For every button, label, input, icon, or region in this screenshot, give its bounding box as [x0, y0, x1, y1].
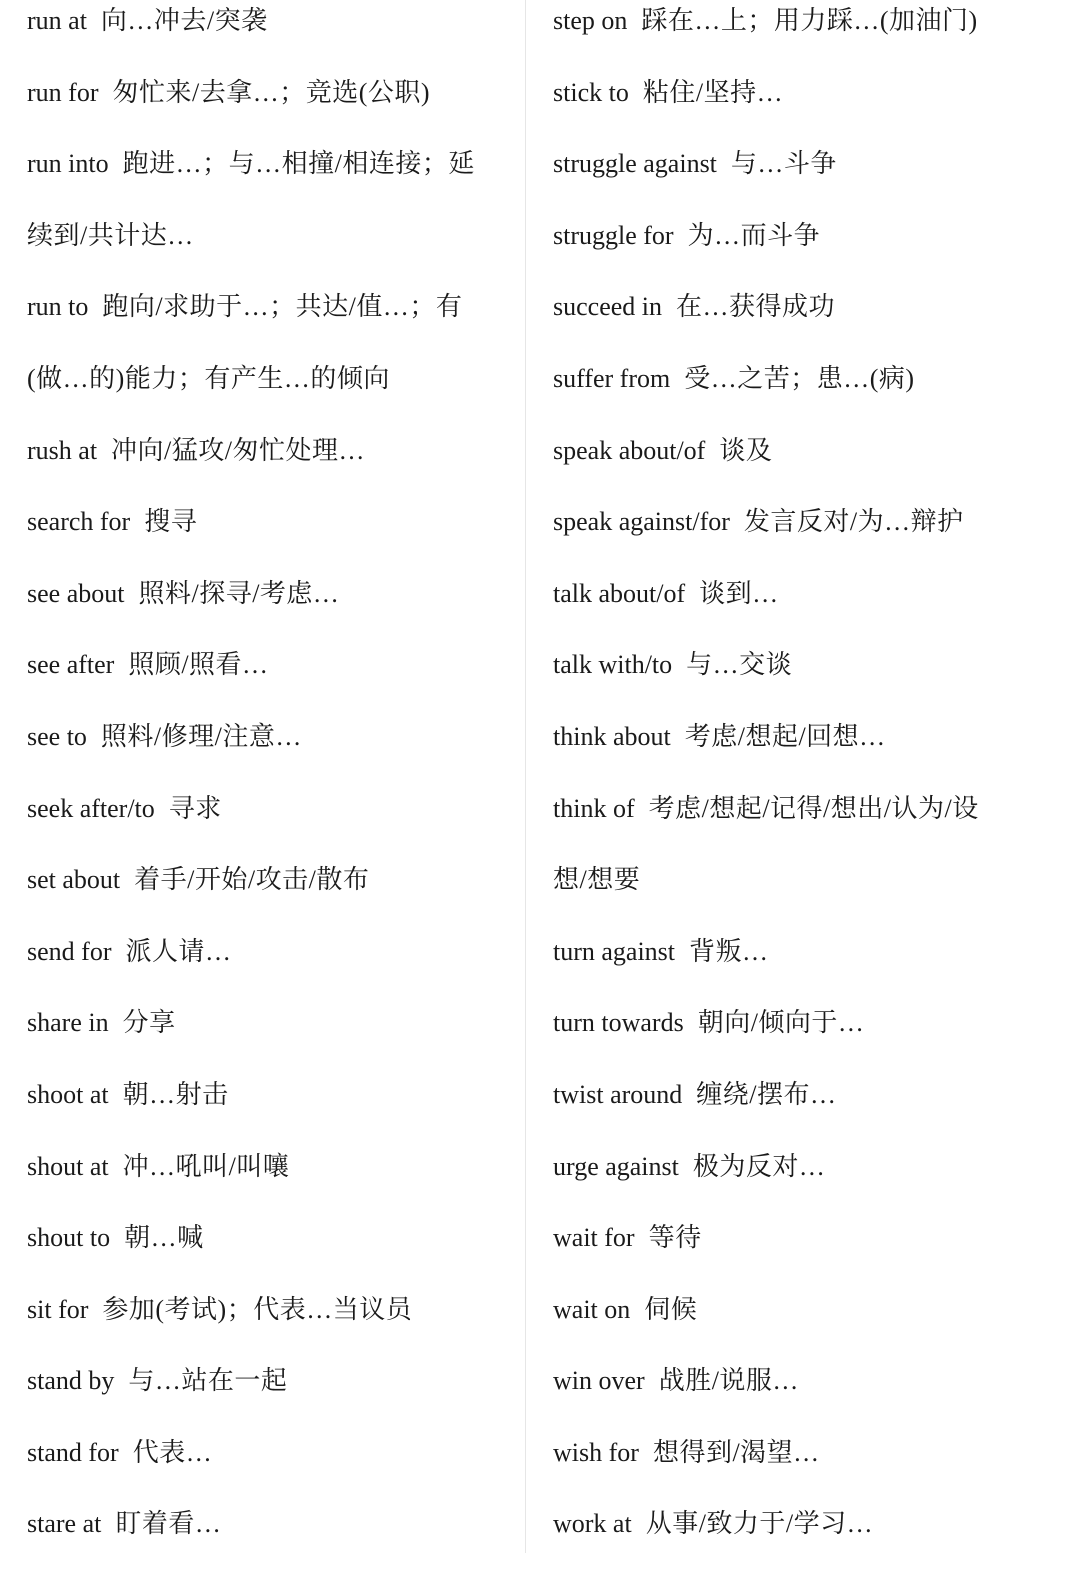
- phrase-english: see about: [27, 578, 125, 608]
- phrase-chinese: 考虑/想起/记得/想出/认为/设: [648, 793, 979, 823]
- phrase-english: see to: [27, 721, 87, 751]
- phrase-entry: [553, 1360, 1043, 1432]
- phrase-chinese: 朝向/倾向于…: [697, 1008, 865, 1038]
- phrase-chinese: 受…之苦；患…(病): [684, 363, 915, 393]
- phrase-chinese: 考虑/想起/回想…: [684, 721, 886, 751]
- phrase-entry: [553, 358, 1043, 430]
- phrase-entry: [553, 1217, 1043, 1289]
- phrase-entry: [553, 1002, 1043, 1074]
- phrase-english: wait for: [553, 1223, 635, 1253]
- phrase-chinese: 战胜/说服…: [658, 1366, 799, 1396]
- phrase-entry: [27, 644, 507, 716]
- phrase-entry: [553, 0, 1043, 72]
- phrase-english: send for: [27, 936, 112, 966]
- phrase-chinese: 等待: [648, 1223, 702, 1253]
- phrase-chinese: 缠绕/摆布…: [696, 1079, 837, 1109]
- phrase-chinese: 照料/探寻/考虑…: [138, 578, 340, 608]
- phrase-english: twist around: [553, 1079, 683, 1109]
- phrase-chinese: 伺候: [644, 1294, 698, 1324]
- phrase-entry: [553, 644, 1043, 716]
- phrase-entry: [553, 143, 1043, 215]
- phrase-entry: [553, 1289, 1043, 1361]
- phrase-english: turn against: [553, 936, 676, 966]
- left-column: [27, 0, 507, 1575]
- phrase-chinese: 与…交谈: [686, 650, 793, 680]
- phrase-chinese: 照顾/照看…: [128, 650, 269, 680]
- phrase-chinese: 为…而斗争: [687, 220, 821, 250]
- phrase-chinese: (做…的)能力；有产生…的倾向: [27, 363, 390, 393]
- phrase-chinese: 匆忙来/去拿…；竞选(公职): [112, 77, 431, 107]
- phrase-entry: [553, 1432, 1043, 1504]
- phrase-english: stare at: [27, 1509, 102, 1539]
- phrase-chinese: 跑进…；与…相撞/相连接；延: [122, 149, 475, 179]
- phrase-continuation: [27, 358, 507, 430]
- phrase-english: shout at: [27, 1151, 109, 1181]
- phrase-entry: [553, 1146, 1043, 1218]
- phrase-entry: [553, 215, 1043, 287]
- phrase-english: stick to: [553, 77, 629, 107]
- phrase-english: set about: [27, 865, 121, 895]
- phrase-chinese: 参加(考试)；代表…当议员: [102, 1294, 413, 1324]
- phrase-continuation: [553, 859, 1043, 931]
- phrase-entry: [27, 1146, 507, 1218]
- phrase-chinese: 派人请…: [125, 936, 232, 966]
- phrase-english: think about: [553, 721, 671, 751]
- phrase-entry: [27, 0, 507, 72]
- phrase-chinese: 跑向/求助于…；共达/值…；有: [102, 292, 463, 322]
- phrase-english: stand by: [27, 1366, 115, 1396]
- phrase-chinese: 谈及: [719, 435, 773, 465]
- phrase-entry: [27, 1074, 507, 1146]
- phrase-entry: [553, 573, 1043, 645]
- phrase-english: run into: [27, 149, 109, 179]
- phrase-english: run for: [27, 77, 99, 107]
- phrase-continuation: [27, 215, 507, 287]
- phrase-entry: [27, 1432, 507, 1504]
- phrase-english: rush at: [27, 435, 98, 465]
- phrase-chinese: 朝…喊: [124, 1223, 204, 1253]
- phrase-english: speak about/of: [553, 435, 706, 465]
- phrase-chinese: 向…冲去/突袭: [100, 6, 268, 35]
- phrase-entry: [553, 72, 1043, 144]
- phrase-chinese: 背叛…: [689, 936, 769, 966]
- phrase-chinese: 谈到…: [699, 578, 779, 608]
- phrase-english: talk about/of: [553, 578, 686, 608]
- phrase-entry: [553, 1074, 1043, 1146]
- phrase-entry: [27, 1002, 507, 1074]
- phrase-entry: [27, 859, 507, 931]
- phrase-english: think of: [553, 793, 635, 823]
- phrase-entry: [553, 716, 1043, 788]
- phrase-entry: [27, 143, 507, 215]
- column-divider: [525, 0, 526, 1553]
- phrase-chinese: 分享: [122, 1008, 176, 1038]
- phrase-chinese: 极为反对…: [692, 1151, 826, 1181]
- phrase-english: wait on: [553, 1294, 631, 1324]
- phrase-english: speak against/for: [553, 507, 730, 537]
- phrase-entry: [553, 286, 1043, 358]
- phrase-chinese: 冲…吼叫/叫嚷: [122, 1151, 290, 1181]
- phrase-entry: [27, 1360, 507, 1432]
- phrase-english: win over: [553, 1366, 645, 1396]
- phrase-english: struggle against: [553, 149, 717, 179]
- phrase-entry: [27, 1289, 507, 1361]
- phrase-entry: [27, 72, 507, 144]
- right-column: [553, 0, 1043, 1575]
- phrase-chinese: 与…斗争: [730, 149, 837, 179]
- phrase-english: talk with/to: [553, 650, 673, 680]
- phrase-chinese: 着手/开始/攻击/散布: [134, 865, 370, 895]
- phrase-chinese: 与…站在一起: [128, 1366, 288, 1396]
- phrase-chinese: 代表…: [132, 1437, 213, 1467]
- phrase-english: stand for: [27, 1437, 119, 1467]
- phrase-chinese: 照料/修理/注意…: [100, 721, 302, 751]
- phrase-entry: [27, 788, 507, 860]
- phrase-entry: [27, 1503, 507, 1575]
- phrase-entry: [27, 501, 507, 573]
- phrase-english: urge against: [553, 1151, 679, 1181]
- phrase-english: see after: [27, 650, 115, 680]
- phrase-chinese: 踩在…上；用力踩…(加油门): [641, 6, 978, 35]
- phrase-entry: [553, 1503, 1043, 1575]
- phrase-entry: [27, 931, 507, 1003]
- phrase-chinese: 寻求: [168, 793, 222, 823]
- phrase-entry: [553, 501, 1043, 573]
- phrase-entry: [553, 788, 1043, 860]
- phrase-chinese: 在…获得成功: [676, 292, 836, 322]
- phrase-english: succeed in: [553, 292, 663, 322]
- phrase-english: wish for: [553, 1437, 639, 1467]
- phrase-chinese: 想/想要: [553, 865, 641, 895]
- phrase-entry: [553, 430, 1043, 502]
- phrase-english: shout to: [27, 1223, 111, 1253]
- phrase-english: seek after/to: [27, 793, 155, 823]
- phrase-chinese: 从事/致力于/学习…: [645, 1509, 874, 1539]
- phrase-english: search for: [27, 507, 131, 537]
- phrase-english: sit for: [27, 1294, 89, 1324]
- phrase-english: turn towards: [553, 1008, 684, 1038]
- phrase-chinese: 搜寻: [144, 507, 198, 537]
- phrase-chinese: 粘住/坚持…: [642, 77, 784, 107]
- phrase-english: share in: [27, 1008, 109, 1038]
- phrase-english: step on: [553, 6, 628, 35]
- phrase-english: run at: [27, 6, 87, 35]
- phrase-chinese: 朝…射击: [122, 1079, 229, 1109]
- phrase-english: shoot at: [27, 1079, 109, 1109]
- phrase-entry: [27, 716, 507, 788]
- phrase-entry: [553, 931, 1043, 1003]
- phrase-entry: [27, 430, 507, 502]
- phrase-english: suffer from: [553, 363, 671, 393]
- phrase-chinese: 想得到/渴望…: [652, 1437, 820, 1467]
- phrase-chinese: 续到/共计达…: [27, 220, 194, 250]
- phrase-chinese: 冲向/猛攻/匆忙处理…: [111, 435, 365, 465]
- phrase-entry: [27, 1217, 507, 1289]
- phrase-english: struggle for: [553, 220, 674, 250]
- phrase-entry: [27, 286, 507, 358]
- phrase-chinese: 盯着看…: [115, 1509, 222, 1539]
- phrase-chinese: 发言反对/为…辩护: [743, 507, 964, 537]
- phrase-english: run to: [27, 292, 89, 322]
- phrase-entry: [27, 573, 507, 645]
- phrase-english: work at: [553, 1509, 632, 1539]
